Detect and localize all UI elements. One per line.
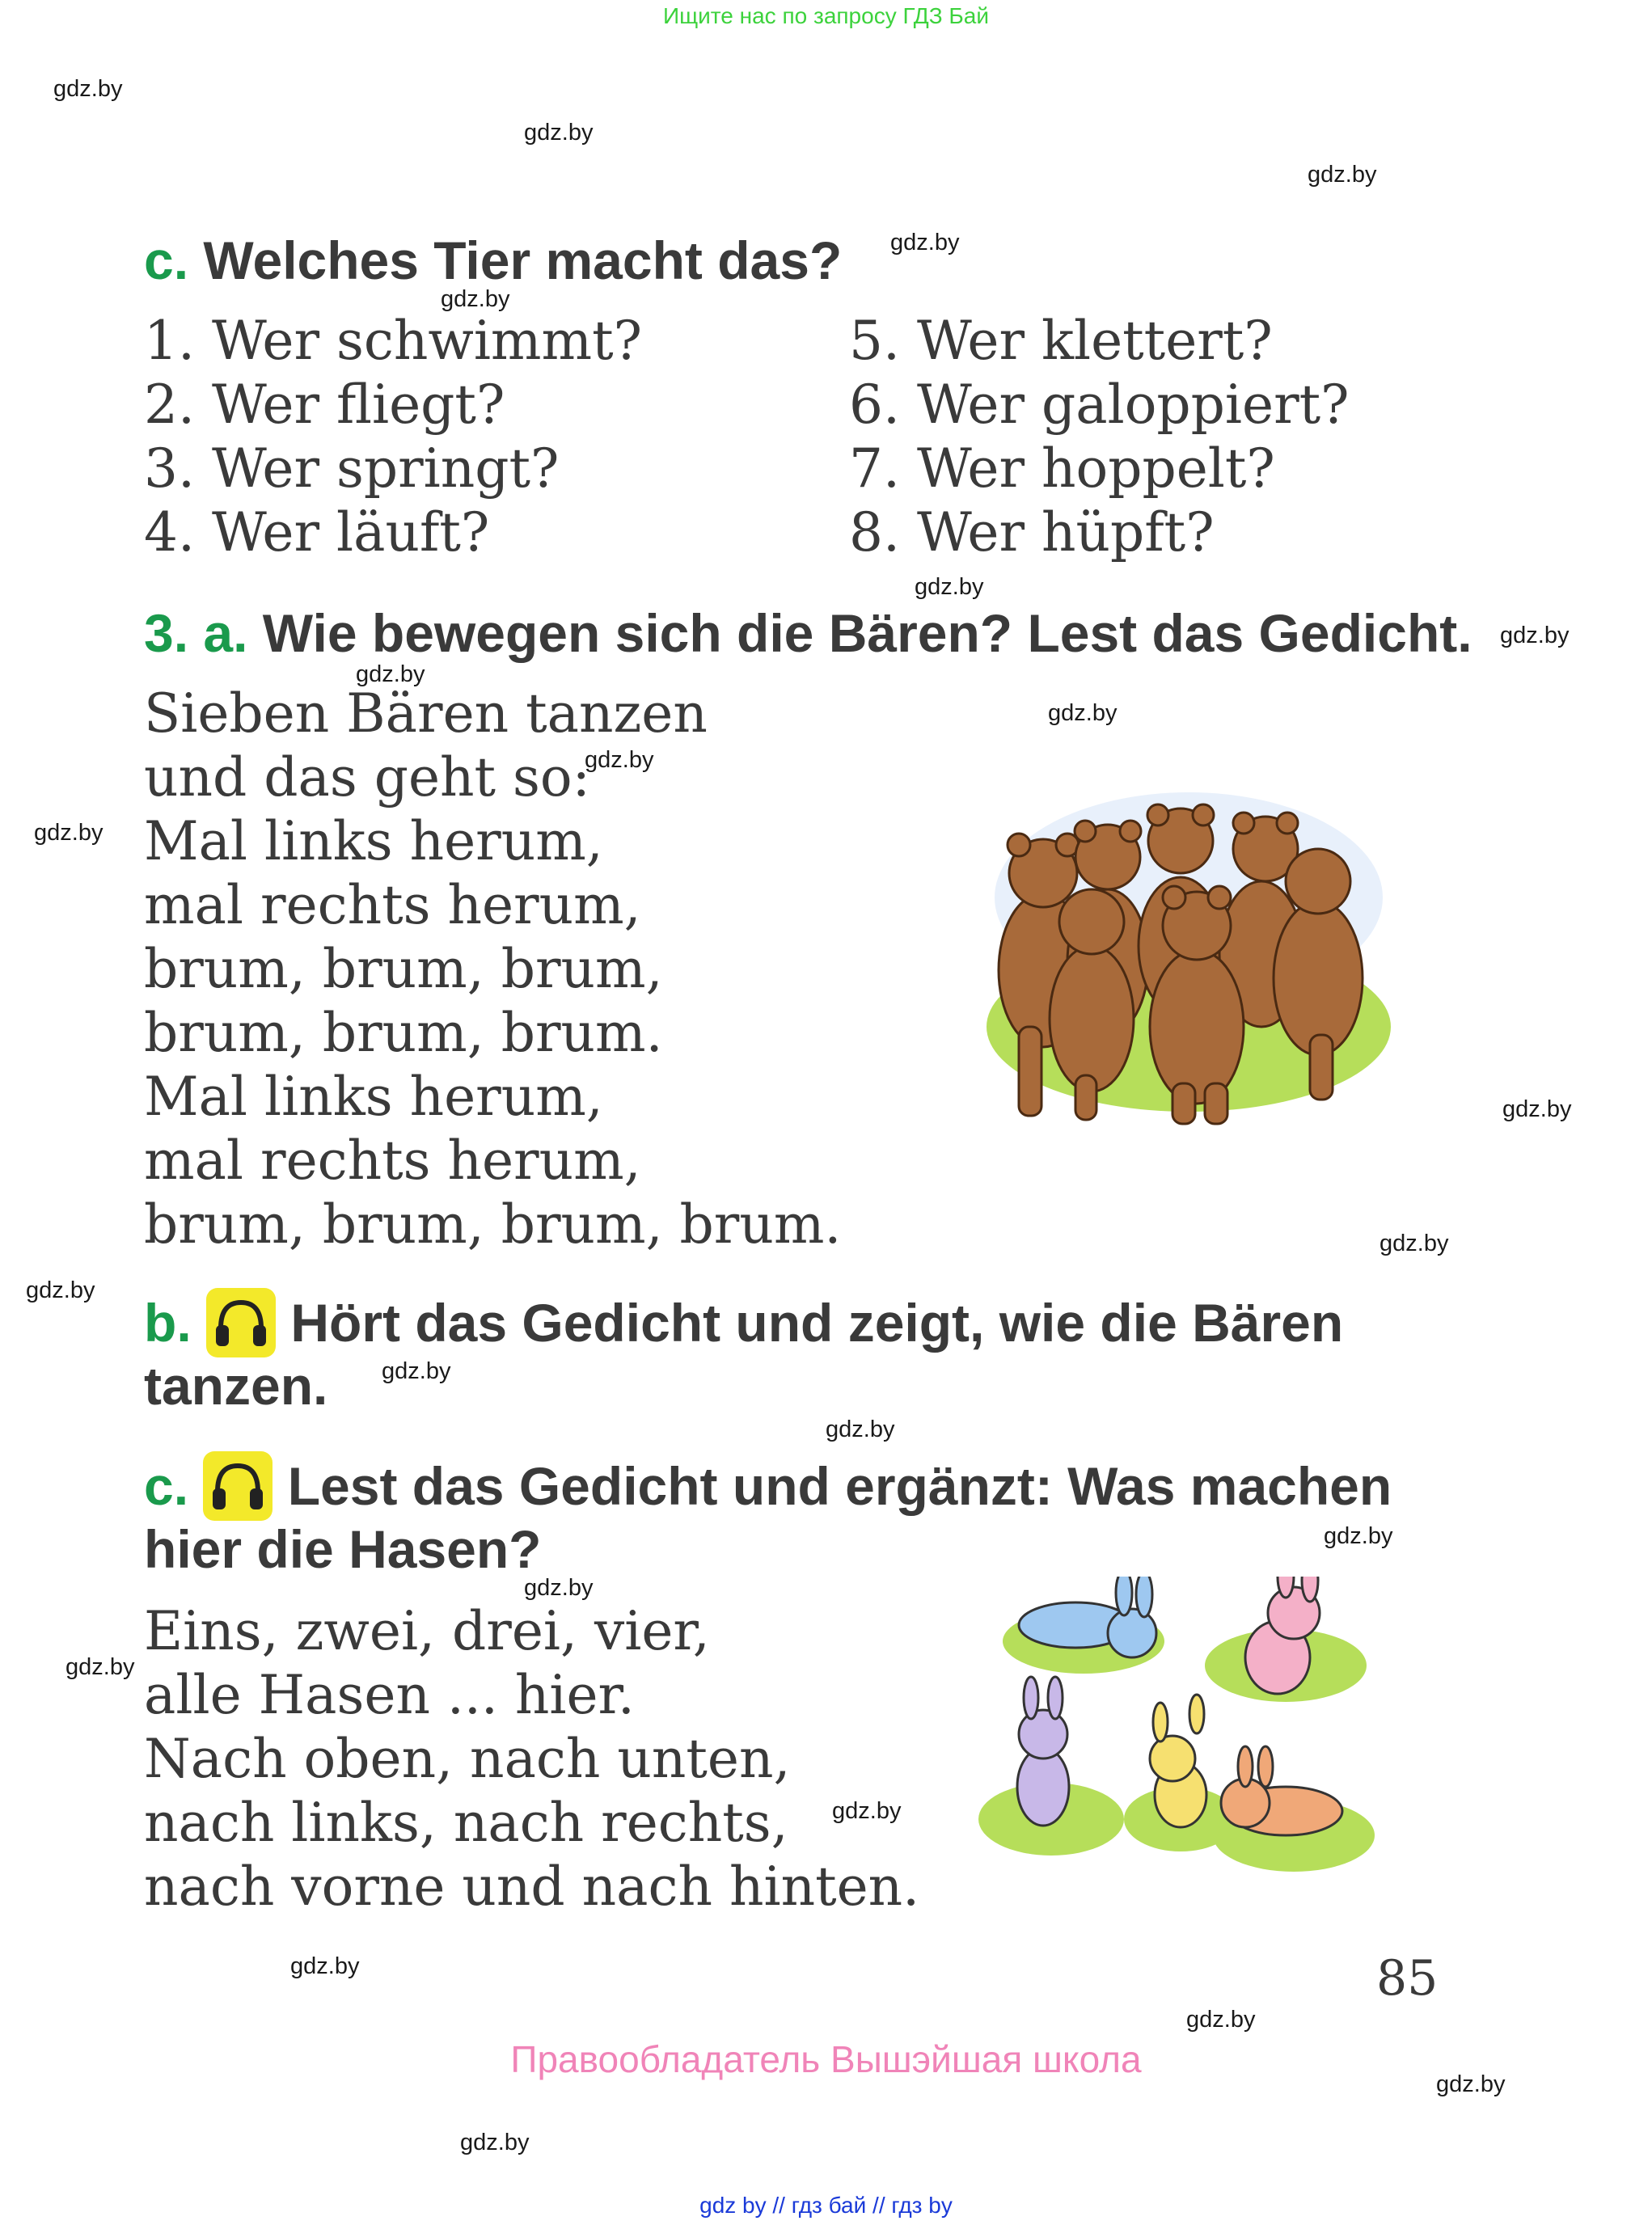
watermark: gdz.by — [1436, 2071, 1506, 2097]
watermark: gdz.by — [1308, 162, 1377, 188]
question-item: 7. Wer hoppelt? — [849, 437, 1275, 500]
poem-line: Sieben Bären tanzen — [144, 682, 708, 745]
watermark: gdz.by — [34, 820, 104, 846]
question-item: 5. Wer klettert? — [849, 310, 1273, 372]
watermark: gdz.by — [524, 1575, 594, 1601]
exercise-3c-line1 — [144, 1455, 1392, 1526]
section-c-heading — [144, 230, 842, 291]
poem-line: brum, brum, brum, — [144, 938, 663, 1000]
poem-line: brum, brum, brum, brum. — [144, 1193, 842, 1256]
question-item: 6. Wer galoppiert? — [849, 374, 1350, 436]
poem-line: Eins, zwei, drei, vier, — [144, 1600, 710, 1662]
watermark: gdz.by — [1048, 700, 1118, 726]
question-item: 1. Wer schwimmt? — [144, 310, 643, 372]
watermark: gdz.by — [1500, 623, 1570, 648]
watermark: gdz.by — [1186, 2007, 1256, 2033]
watermark: gdz.by — [382, 1358, 451, 1384]
poem-line: nach links, nach rechts, — [144, 1792, 788, 1854]
watermark: gdz.by — [832, 1798, 902, 1824]
poem-line: nach vorne und nach hinten. — [144, 1856, 920, 1918]
questions-right — [849, 309, 1350, 564]
watermark: gdz.by — [1324, 1523, 1393, 1549]
poem-line: mal rechts herum, — [144, 874, 641, 936]
poem-line: Nach oben, nach unten, — [144, 1728, 791, 1790]
poem-line: brum, brum, brum. — [144, 1002, 663, 1064]
poem-line: Mal links herum, — [144, 810, 603, 872]
exercise-3b-line2: tanzen. — [144, 1356, 328, 1416]
poem-line: Mal links herum, — [144, 1066, 603, 1128]
poem-line: und das geht so: — [144, 746, 590, 809]
copyright-owner: Правообладатель Вышэйшая школа — [510, 2038, 1142, 2080]
watermark: gdz.by — [1502, 1096, 1572, 1122]
section-letter: c. — [144, 230, 189, 290]
watermark: gdz.by — [524, 120, 594, 146]
question-item: 8. Wer hüpft? — [849, 501, 1215, 564]
poem-line: mal rechts herum, — [144, 1129, 641, 1192]
bears-poem — [144, 682, 841, 1256]
watermark: gdz.by — [915, 574, 984, 600]
questions-left — [144, 309, 642, 564]
headphones-icon — [203, 1451, 273, 1521]
question-item: 4. Wer läuft? — [144, 501, 490, 564]
exercise-title: Wie bewegen sich die Bären? Lest das Gedicht. — [262, 603, 1472, 663]
dancing-bears-illustration — [954, 784, 1391, 1132]
watermark: gdz.by — [26, 1277, 95, 1303]
watermark: gdz.by — [1379, 1231, 1449, 1256]
top-banner: Ищите нас по запросу ГДЗ Бай — [662, 3, 990, 28]
hopping-hares-illustration — [978, 1577, 1383, 1900]
page-number: 85 — [1376, 1950, 1439, 2007]
headphones-icon — [206, 1288, 276, 1357]
watermark: gdz.by — [826, 1416, 895, 1442]
watermark: gdz.by — [290, 1953, 360, 1979]
hares-poem — [144, 1599, 919, 1919]
watermark: gdz.by — [460, 2130, 530, 2155]
exercise-3c-line2: hier die Hasen? — [144, 1519, 542, 1579]
exercise-letter: b. — [144, 1293, 192, 1353]
watermark: gdz.by — [65, 1654, 135, 1680]
footer-links[interactable]: gdz by // гдз бай // гдз by — [699, 2193, 953, 2218]
question-item: 3. Wer springt? — [144, 437, 560, 500]
exercise-3a-heading — [144, 602, 1472, 664]
watermark: gdz.by — [53, 76, 123, 102]
watermark: gdz.by — [890, 230, 960, 255]
exercise-text: Hört das Gedicht und zeigt, wie die Bären — [290, 1293, 1344, 1353]
watermark: gdz.by — [585, 747, 654, 773]
poem-line: alle Hasen ... hier. — [144, 1664, 635, 1726]
watermark: gdz.by — [441, 286, 510, 312]
exercise-text: Lest das Gedicht und ergänzt: Was machen — [287, 1456, 1392, 1516]
exercise-letter: c. — [144, 1456, 189, 1516]
exercise-3b-line1 — [144, 1292, 1343, 1362]
question-item: 2. Wer fliegt? — [144, 374, 505, 436]
watermark: gdz.by — [356, 661, 425, 687]
section-title: Welches Tier macht das? — [203, 230, 843, 290]
exercise-number: 3. a. — [144, 603, 248, 663]
